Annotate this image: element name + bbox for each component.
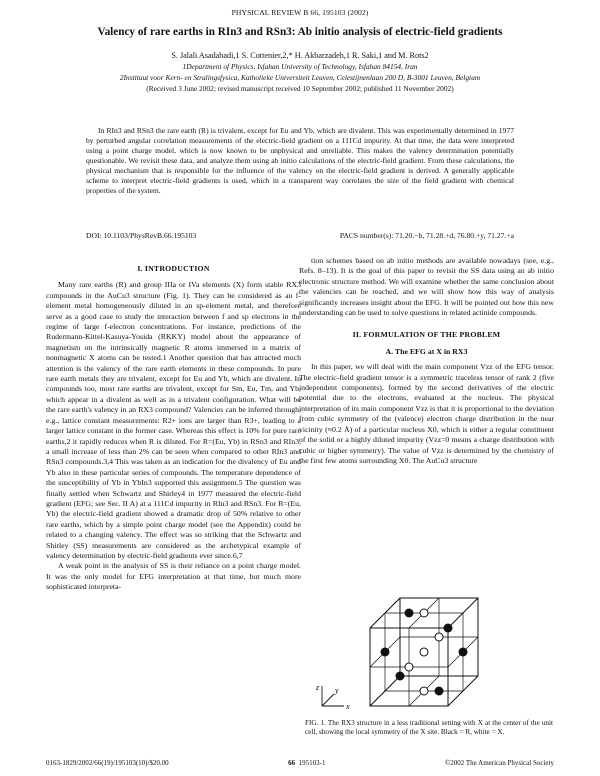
intro-paragraph-2: A weak point in the analysis of SS is their reliance on a point charge model. It was the only model for EFG interpretation at that time, but much more sophisticated interpreta-	[46, 561, 301, 592]
x-atom	[420, 609, 428, 617]
footer-page	[288, 759, 325, 767]
r-atom	[396, 672, 405, 681]
x-atom-center	[420, 648, 428, 656]
doi: DOI: 10.1103/PhysRevB.66.195103	[86, 231, 197, 240]
left-column	[46, 256, 301, 593]
pacs-numbers: PACS number(s): 71.20.−b, 71.28.+d, 76.80.+y, 71.27.+a	[339, 231, 514, 240]
section-heading-formulation: II. FORMULATION OF THE PROBLEM	[352, 330, 501, 340]
author-block	[40, 50, 560, 94]
r-atom	[435, 687, 444, 696]
r-atom	[459, 648, 468, 657]
abstract-text: In RIn3 and RSn3 the rare earth (R) is trivalent, except for Eu and Yb, which are divalent. This was experimentally determined in 1977 by perturbed angular correlation measurements of the electric-field gradient on a 111Cd impurity. At that time, the data were interpreted using a point charge model, which is now known to be unphysical and unreliable. This makes the valency determination potentially questionable. We revisit these data, and analyze them using ab initio calculations of the electric-field gradient. From these calculations, the physical mechanism that is responsible for the influence of the valency on the electric-field gradient is derived. A generally applicable scheme to interpret electric-field gradients is used, which in a transparent way correlates the size of the field gradient with chemical properties of the system.	[86, 126, 514, 195]
r-atom	[405, 609, 414, 618]
axis-x-label: x	[346, 702, 350, 711]
x-atom	[435, 633, 443, 641]
received-dates: (Received 3 June 2002; revised manuscript received 10 September 2002; published 11 November 2002)	[146, 84, 454, 93]
formulation-paragraph-1: In this paper, we will deal with the main component Vzz of the EFG tensor. The electric-field gradient tensor is a symmetric traceless tensor of rank 2 (five independent components), formed by the second derivatives of the electric potential due to the electrons, evaluated at the nucleus. The physical interpretation of its main component Vzz is that it is proportional to the deviation from cubic symmetry of the (valence) electron charge distribution in the near vicinity (≈0.2 Å) of a particular nucleus X0, which is either a regular constituent of the solid or a highly diluted impurity (Vzz=0 means a charge distribution with cubic or higher symmetry). The value of Vzz is determined by the chemistry of the first few atoms surrounding X0. The AuCu3 structure	[299, 362, 554, 465]
intro-paragraph-3: tion schemes based on ab initio methods are available nowadays (see, e.g., Refs. 8–13). It is the goal of this paper to revisit the SS data using an ab initio electronic structure method. We will examine whether the same conclusion about the valencies can be reached, and we will show how this way of analysis significantly increases insight about the EFG. It will be pointed out how this new understanding can be used to solve questions in related actinide compounds.	[299, 256, 554, 318]
paper-title: Valency of rare earths in RIn3 and RSn3: Ab initio analysis of electric-field gradients	[97, 26, 503, 38]
article-meta	[86, 231, 514, 240]
page-footer	[46, 759, 554, 767]
x-atom	[405, 663, 413, 671]
axis-y-label: y	[335, 686, 339, 695]
footer-page-number: 195103-1	[298, 759, 326, 767]
footer-issn: 0163-1829/2002/66(19)/195103(10)/$20.00	[46, 759, 169, 767]
figure-1-unit-cell	[300, 594, 554, 714]
x-atom	[420, 687, 428, 695]
unit-cell-diagram	[300, 594, 554, 714]
affiliation-2: 2Instituut voor Kern- en Stralingsfysica, Katholieke Universiteit Leuven, Celestijnenlaan 200 D, B-3001 Leuven, Belgium	[119, 73, 481, 82]
section-heading-introduction: I. INTRODUCTION	[137, 264, 210, 273]
right-column	[299, 256, 554, 466]
footer-copyright: ©2002 The American Physical Society	[444, 759, 554, 767]
author-list: S. Jalali Asadabadi,1 S. Cottenier,2,* H. Akbarzadeh,1 R. Saki,1 and M. Rots2	[171, 51, 429, 60]
affiliation-1: 1Department of Physics, Isfahan University of Technology, Isfahan 84154, Iran	[182, 62, 418, 71]
running-head: PHYSICAL REVIEW B 66, 195103 (2002)	[231, 8, 369, 17]
abstract	[86, 126, 514, 196]
r-atom	[444, 624, 453, 633]
r-atom	[381, 648, 390, 657]
axis-z-label: z	[316, 683, 320, 692]
intro-paragraph-1: Many rare earths (R) and group IIIa or IVa elements (X) form stable RX3 compounds in the AuCu3 structure (Fig. 1). They can be considered as an f-element metal homogeneously diluted in an sp-element metal, and therefore serve as a good case to study the interaction between f and sp electrons in the regime of large f-electron concentrations. For instance, predictions of the Rudermann-Kittel-Kasuya-Yosida (RKKY) model about the appearance of magnetism on the intrinsically magnetic R atoms immersed in a matrix of nonmagnetic X atoms can be tested.1 Another question that has attracted much attention is the valency of the rare earth elements in these compounds. In pure rare earth metals they are trivalent, except for Eu and Yb, which are divalent. In compounds too, most rare earths are trivalent, except for Sm, Eu, Tm, and Yb, which appear in a divalent as well as in a trivalent configuration. What will be the rare earth's valency in an RX3 compound? Valencies can be inferred through, e.g., lattice constant measurements: R2+ ions are larger than R3+, leading to a larger lattice constant in the former case. Whereas this effect is 10% for pure rare earths,2 it rapidly reduces when R is diluted. For R=(Eu, Yb) in RSn3 and RIn3, a small increase of less than 2% can be seen when compared to other RIn3 and RSn3 compounds.3,4 This was taken as an indication for the divalency of Eu and Yb also in these particular series of compounds. The temperature dependence of the susceptibility of Yb in YbIn3 supported this assignment.5 The question was finally settled when Schwartz and Shirley4 in 1977 measured the electric-field gradient (EFG; see Sec. II A) at a 111Cd impurity in RIn3 and RSn3. For R=(Eu, Yb) the electric-field gradient showed a dramatic drop of 50% relative to other rare earths, which by a simple point charge model (see the Appendix) could be related to a changing valency. The effect was so striking that the Schwartz and Shirley (SS) measurements are considered as the archetypical example of valency determination by electric-field gradients ever since.6,7	[46, 280, 301, 560]
subsection-heading-efg: A. The EFG at X in RX3	[385, 346, 468, 356]
footer-volume: 66	[288, 759, 296, 767]
figure-1-caption: FIG. 1. The RX3 structure in a less traditional setting with X at the center of the unit cell, showing the local symmetry of the X site. Black = R, white = X.	[305, 719, 553, 737]
